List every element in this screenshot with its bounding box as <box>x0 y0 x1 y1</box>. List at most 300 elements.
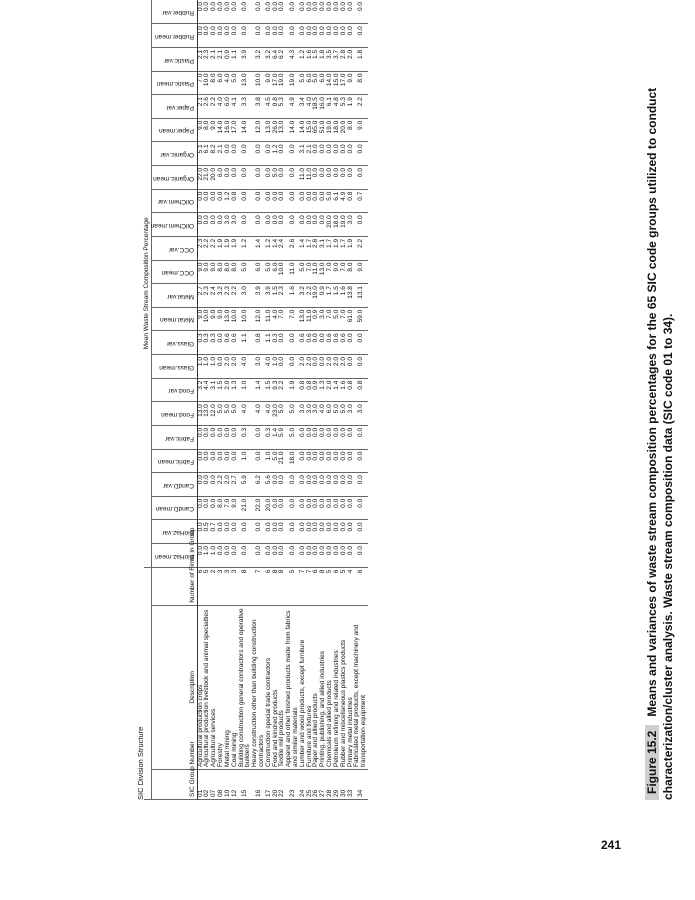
value-cell: 0.0 <box>334 473 341 497</box>
value-cell: 0.0 <box>313 355 320 379</box>
value-cell: 10.0 <box>239 307 253 331</box>
value-cell: 0.0 <box>334 0 341 24</box>
value-cell: 0.0 <box>286 544 300 568</box>
header-col <box>151 496 197 520</box>
value-cell: 4.0 <box>273 307 280 331</box>
value-cell: 1.0 <box>239 449 253 473</box>
sic-code: 07 <box>211 769 218 799</box>
value-cell: 1.7 <box>327 284 334 308</box>
value-cell: 9.0 <box>211 118 218 142</box>
value-cell: 16.0 <box>320 95 327 119</box>
value-cell: 0.9 <box>225 47 232 71</box>
value-cell: 2.7 <box>197 284 204 308</box>
value-cell: 6.1 <box>327 95 334 119</box>
value-cell: 3.5 <box>327 47 334 71</box>
value-cell: 0.0 <box>286 0 300 24</box>
description: Forestry <box>218 605 225 769</box>
figure-caption <box>645 0 676 800</box>
header-col-label: OilChem.mean <box>150 221 194 229</box>
value-cell: 1.0 <box>211 355 218 379</box>
value-cell: 0.0 <box>341 496 348 520</box>
value-cell: 1.9 <box>218 236 225 260</box>
value-cell: 0.0 <box>225 544 232 568</box>
value-cell: 0.9 <box>320 284 327 308</box>
value-cell: 0.0 <box>320 0 327 24</box>
value-cell: 1.4 <box>334 378 341 402</box>
value-cell: 3.0 <box>239 284 253 308</box>
value-cell: 0.0 <box>300 520 307 544</box>
value-cell: 0.0 <box>286 166 300 190</box>
value-cell: 0.0 <box>225 166 232 190</box>
value-cell: 8.0 <box>348 118 355 142</box>
value-cell: 0.0 <box>197 473 204 497</box>
description: Fabricated metal products, except machinery and transportation equipment <box>354 605 368 769</box>
value-cell: 0.0 <box>252 544 266 568</box>
value-cell: 1.5 <box>334 284 341 308</box>
description: Heavy construction other than building construction contractors <box>252 605 266 769</box>
value-cell: 0.0 <box>286 189 300 213</box>
value-cell: 0.0 <box>313 473 320 497</box>
value-cell: 18.0 <box>286 449 300 473</box>
value-cell: 0.0 <box>211 473 218 497</box>
value-cell: 11.0 <box>307 307 314 331</box>
page-number: 241 <box>601 838 622 852</box>
header-col <box>151 402 197 426</box>
value-cell: 0.0 <box>252 213 266 237</box>
value-cell: 0.0 <box>197 0 204 24</box>
value-cell: 0.0 <box>279 355 286 379</box>
value-cell: 0.6 <box>341 331 348 355</box>
value-cell: 0.0 <box>266 213 273 237</box>
table-row <box>218 0 225 800</box>
value-cell: 1.3 <box>232 378 239 402</box>
sic-code: 23 <box>286 769 300 799</box>
value-cell: 0.0 <box>218 355 225 379</box>
value-cell: 6.0 <box>218 166 225 190</box>
value-cell: 13.0 <box>266 118 273 142</box>
header-col <box>151 236 197 260</box>
value-cell: 7.0 <box>197 71 204 95</box>
value-cell: 0.0 <box>320 520 327 544</box>
value-cell: 22.0 <box>197 166 204 190</box>
value-cell: 0.0 <box>313 331 320 355</box>
sic-code: 26 <box>313 769 320 799</box>
value-cell: 0.3 <box>211 331 218 355</box>
header-col-label: Food.mean <box>160 410 194 418</box>
value-cell: 0.0 <box>204 425 211 449</box>
description: Petroleum refining and related industries <box>334 605 341 769</box>
value-cell: 5.1 <box>197 142 204 166</box>
value-cell: 1.4 <box>273 236 280 260</box>
value-cell: 2.2 <box>354 95 368 119</box>
value-cell: 3.2 <box>218 284 225 308</box>
value-cell: 2.8 <box>341 47 348 71</box>
value-cell: 2.0 <box>327 355 334 379</box>
value-cell: 6.0 <box>252 260 266 284</box>
value-cell: 0.0 <box>279 213 286 237</box>
value-cell: 1.0 <box>266 449 273 473</box>
value-cell: 0.0 <box>354 142 368 166</box>
value-cell: 3.2 <box>252 47 266 71</box>
value-cell: 0.0 <box>307 496 314 520</box>
value-cell: 0.0 <box>252 425 266 449</box>
value-cell: 0.0 <box>211 189 218 213</box>
value-cell: 2.1 <box>218 142 225 166</box>
value-cell: 1.9 <box>334 236 341 260</box>
value-cell: 0.0 <box>354 473 368 497</box>
value-cell: 0.8 <box>300 378 307 402</box>
sic-code: 01 <box>197 769 204 799</box>
value-cell: 4.0 <box>239 402 253 426</box>
value-cell: 0.0 <box>327 544 334 568</box>
value-cell: 0.0 <box>279 142 286 166</box>
header-col <box>151 213 197 237</box>
firm-count: 6 <box>313 567 320 605</box>
value-cell: 9.0 <box>211 260 218 284</box>
value-cell: 20.0 <box>327 213 334 237</box>
value-cell: 0.0 <box>307 189 314 213</box>
value-cell: 0.0 <box>273 24 280 48</box>
value-cell: 0.6 <box>334 331 341 355</box>
header-sic: SIC Group Number <box>151 769 197 799</box>
value-cell: 0.0 <box>300 0 307 24</box>
description: Metal mining <box>225 605 232 769</box>
value-cell: 18.5 <box>313 95 320 119</box>
mean-header: Mean Waste Stream Composition Percentage <box>144 0 151 567</box>
value-cell: 13.8 <box>348 284 355 308</box>
value-cell: 19.0 <box>313 284 320 308</box>
value-cell: 2.0 <box>225 355 232 379</box>
sic-code: 08 <box>218 769 225 799</box>
value-cell: 21.0 <box>204 166 211 190</box>
value-cell: 0.0 <box>300 544 307 568</box>
value-cell: 0.0 <box>279 496 286 520</box>
value-cell: 0.5 <box>204 520 211 544</box>
value-cell: 0.0 <box>232 449 239 473</box>
value-cell: 3.0 <box>348 213 355 237</box>
value-cell: 5.0 <box>313 71 320 95</box>
value-cell: 12.0 <box>252 307 266 331</box>
value-cell: 2.0 <box>341 355 348 379</box>
value-cell: 8.0 <box>225 260 232 284</box>
value-cell: 1.6 <box>341 284 348 308</box>
value-cell: 0.0 <box>300 425 307 449</box>
value-cell: 0.0 <box>273 544 280 568</box>
value-cell: 0.0 <box>197 496 204 520</box>
value-cell: 0.0 <box>313 0 320 24</box>
value-cell: 0.0 <box>313 496 320 520</box>
value-cell: 0.0 <box>279 0 286 24</box>
value-cell: 0.0 <box>211 213 218 237</box>
value-cell: 0.0 <box>197 449 204 473</box>
value-cell: 1.1 <box>239 331 253 355</box>
value-cell: 19.0 <box>341 213 348 237</box>
value-cell: 0.0 <box>218 425 225 449</box>
value-cell: 3.0 <box>348 402 355 426</box>
value-cell: 0.0 <box>341 425 348 449</box>
value-cell: 0.0 <box>204 473 211 497</box>
value-cell: 0.0 <box>239 544 253 568</box>
header-col-label: CandD.var <box>162 481 194 489</box>
value-cell: 13.0 <box>225 307 232 331</box>
value-cell: 0.0 <box>273 520 280 544</box>
description: Chemicals and allied products <box>327 605 334 769</box>
description: Textile mill products <box>279 605 286 769</box>
value-cell: 0.8 <box>307 378 314 402</box>
value-cell: 10.0 <box>232 307 239 331</box>
description: Agricultural services <box>211 605 218 769</box>
value-cell: 4.0 <box>239 355 253 379</box>
value-cell: 0.0 <box>239 189 253 213</box>
value-cell: 1.7 <box>327 236 334 260</box>
value-cell: 0.0 <box>197 544 204 568</box>
value-cell: 0.0 <box>266 142 273 166</box>
description: Rubber and miscellaneous plastics products <box>341 605 348 769</box>
header-col <box>151 142 197 166</box>
value-cell: 3.8 <box>252 95 266 119</box>
value-cell: 0.0 <box>348 142 355 166</box>
value-cell: 0.0 <box>307 520 314 544</box>
value-cell: 0.0 <box>232 544 239 568</box>
value-cell: 4.0 <box>252 402 266 426</box>
value-cell: 14.0 <box>286 118 300 142</box>
value-cell: 2.2 <box>211 236 218 260</box>
value-cell: 0.0 <box>313 520 320 544</box>
value-cell: 13.0 <box>320 260 327 284</box>
value-cell: 0.0 <box>252 24 266 48</box>
value-cell: 0.0 <box>354 520 368 544</box>
firm-count: 8 <box>239 567 253 605</box>
value-cell: 10.0 <box>252 71 266 95</box>
value-cell: 0.6 <box>225 331 232 355</box>
value-cell: 0.0 <box>218 213 225 237</box>
value-cell: 0.0 <box>320 425 327 449</box>
value-cell: 0.0 <box>334 166 341 190</box>
value-cell: 0.8 <box>232 189 239 213</box>
value-cell: 10.0 <box>204 307 211 331</box>
value-cell: 3.9 <box>239 47 253 71</box>
value-cell: 4.3 <box>286 47 300 71</box>
value-cell: 0.0 <box>327 24 334 48</box>
value-cell: 20.0 <box>211 166 218 190</box>
firm-count: 8 <box>279 567 286 605</box>
value-cell: 0.0 <box>327 520 334 544</box>
value-cell: 0.0 <box>313 213 320 237</box>
sic-code: 34 <box>354 769 368 799</box>
table-row <box>341 0 348 800</box>
value-cell: 9.0 <box>204 260 211 284</box>
value-cell: 3.0 <box>320 307 327 331</box>
value-cell: 9.0 <box>197 260 204 284</box>
value-cell: 5.0 <box>334 402 341 426</box>
value-cell: 1.4 <box>252 236 266 260</box>
value-cell: 17.0 <box>273 71 280 95</box>
value-cell: 0.0 <box>307 473 314 497</box>
value-cell: 8.0 <box>354 71 368 95</box>
value-cell: 2.1 <box>218 47 225 71</box>
table-row <box>252 0 266 800</box>
value-cell: 11.0 <box>286 260 300 284</box>
value-cell: 0.0 <box>239 24 253 48</box>
value-cell: 0.0 <box>327 473 334 497</box>
value-cell: 0.0 <box>211 0 218 24</box>
value-cell: 0.0 <box>252 166 266 190</box>
header-col <box>151 331 197 355</box>
value-cell: 0.0 <box>239 0 253 24</box>
value-cell: 2.3 <box>225 284 232 308</box>
value-cell: 0.0 <box>354 355 368 379</box>
sic-code: 27 <box>320 769 327 799</box>
value-cell: 0.0 <box>354 0 368 24</box>
value-cell: 0.9 <box>313 307 320 331</box>
value-cell: 4.0 <box>225 71 232 95</box>
value-cell: 4.9 <box>286 95 300 119</box>
value-cell: 0.0 <box>354 331 368 355</box>
value-cell: 1.0 <box>204 355 211 379</box>
value-cell: 1.9 <box>286 378 300 402</box>
table-row <box>266 0 273 800</box>
value-cell: 2.1 <box>197 47 204 71</box>
description: Primary metal industries <box>348 605 355 769</box>
value-cell: 0.0 <box>211 425 218 449</box>
description: Building construction general contractors and operative builders <box>239 605 253 769</box>
description: Food and kindred products <box>273 605 280 769</box>
value-cell: 0.0 <box>300 213 307 237</box>
value-cell: 0.0 <box>348 449 355 473</box>
firm-count: 8 <box>273 567 280 605</box>
description: Coal mining <box>232 605 239 769</box>
value-cell: 0.6 <box>232 331 239 355</box>
sic-code: 20 <box>273 769 280 799</box>
header-col-label: Organic.mean <box>152 174 194 182</box>
value-cell: 1.2 <box>266 236 273 260</box>
value-cell: 2.8 <box>313 236 320 260</box>
sic-code: 17 <box>266 769 273 799</box>
value-cell: 12.0 <box>252 118 266 142</box>
sic-code: 25 <box>307 769 314 799</box>
value-cell: 0.0 <box>252 520 266 544</box>
value-cell: 0.0 <box>320 544 327 568</box>
value-cell: 0.0 <box>286 142 300 166</box>
value-cell: 3.2 <box>197 378 204 402</box>
sic-code: 15 <box>239 769 253 799</box>
value-cell: 5.0 <box>341 402 348 426</box>
value-cell: 2.2 <box>307 284 314 308</box>
value-cell: 2.0 <box>225 378 232 402</box>
value-cell: 2.4 <box>211 284 218 308</box>
table-row <box>307 0 314 800</box>
table-row <box>354 0 368 800</box>
value-cell: 3.3 <box>239 95 253 119</box>
value-cell: 2.6 <box>204 95 211 119</box>
value-cell: 61.0 <box>348 307 355 331</box>
firm-count: 6 <box>197 567 204 605</box>
value-cell: 5.0 <box>239 260 253 284</box>
value-cell: 0.0 <box>211 24 218 48</box>
value-cell: 1.4 <box>252 378 266 402</box>
value-cell: 0.0 <box>279 166 286 190</box>
value-cell: 0.0 <box>252 142 266 166</box>
value-cell: 0.0 <box>354 449 368 473</box>
value-cell: 0.0 <box>313 142 320 166</box>
value-cell: 0.0 <box>232 0 239 24</box>
value-cell: 3.0 <box>354 402 368 426</box>
value-cell: 21.0 <box>239 496 253 520</box>
value-cell: 2.3 <box>197 236 204 260</box>
value-cell: 0.0 <box>218 544 225 568</box>
value-cell: 0.0 <box>348 425 355 449</box>
value-cell: 0.0 <box>218 520 225 544</box>
value-cell: 10.0 <box>204 71 211 95</box>
value-cell: 0.0 <box>225 24 232 48</box>
value-cell: 0.0 <box>354 213 368 237</box>
waste-composition-table <box>144 0 368 800</box>
caption-text: Means and variances of waste stream composition percentages for the 65 SIC code groups utilized to conduct characterization/cluster analysis. Waste stream composition data (SIC code 01 to 34). <box>645 87 675 800</box>
header-col <box>151 71 197 95</box>
value-cell: 1.9 <box>225 236 232 260</box>
value-cell: 0.0 <box>273 189 280 213</box>
value-cell: 0.0 <box>252 449 266 473</box>
value-cell: 1.5 <box>313 47 320 71</box>
value-cell: 0.8 <box>354 378 368 402</box>
value-cell: 0.3 <box>266 425 273 449</box>
value-cell: 9.0 <box>197 307 204 331</box>
value-cell: 1.0 <box>204 544 211 568</box>
value-cell: 0.0 <box>286 331 300 355</box>
value-cell: 0.0 <box>313 189 320 213</box>
value-cell: 22.0 <box>252 496 266 520</box>
header-col <box>151 260 197 284</box>
value-cell: 0.0 <box>327 496 334 520</box>
header-firms: Number of Firms in Group <box>151 567 197 605</box>
value-cell: 0.0 <box>320 449 327 473</box>
value-cell: 12.0 <box>211 402 218 426</box>
value-cell: 1.0 <box>239 378 253 402</box>
header-col <box>151 118 197 142</box>
value-cell: 4.8 <box>334 95 341 119</box>
description: Construction special trade contractors <box>266 605 273 769</box>
value-cell: 7.0 <box>327 260 334 284</box>
header-col <box>151 284 197 308</box>
value-cell: 0.0 <box>313 425 320 449</box>
value-cell: 3.4 <box>300 95 307 119</box>
value-cell: 4.0 <box>266 355 273 379</box>
value-cell: 11.0 <box>313 260 320 284</box>
value-cell: 2.1 <box>211 47 218 71</box>
value-cell: 0.0 <box>348 355 355 379</box>
value-cell: 0.3 <box>273 331 280 355</box>
sic-code: 33 <box>348 769 355 799</box>
value-cell: 8.0 <box>232 260 239 284</box>
value-cell: 1.6 <box>341 378 348 402</box>
value-cell: 0.0 <box>211 496 218 520</box>
value-cell: 0.0 <box>197 425 204 449</box>
value-cell: 0.0 <box>307 425 314 449</box>
value-cell: 0.0 <box>286 520 300 544</box>
value-cell: 9.8 <box>273 95 280 119</box>
value-cell: 0.0 <box>239 142 253 166</box>
value-cell: 20.0 <box>341 118 348 142</box>
value-cell: 2.0 <box>327 378 334 402</box>
value-cell: 0.0 <box>348 496 355 520</box>
value-cell: 1.6 <box>286 284 300 308</box>
value-cell: 15.0 <box>334 71 341 95</box>
value-cell: 0.0 <box>218 24 225 48</box>
value-cell: 5.0 <box>334 307 341 331</box>
description: Lumber and wood products, except furniture <box>300 605 307 769</box>
value-cell: 1.0 <box>273 355 280 379</box>
header-col <box>151 0 197 24</box>
